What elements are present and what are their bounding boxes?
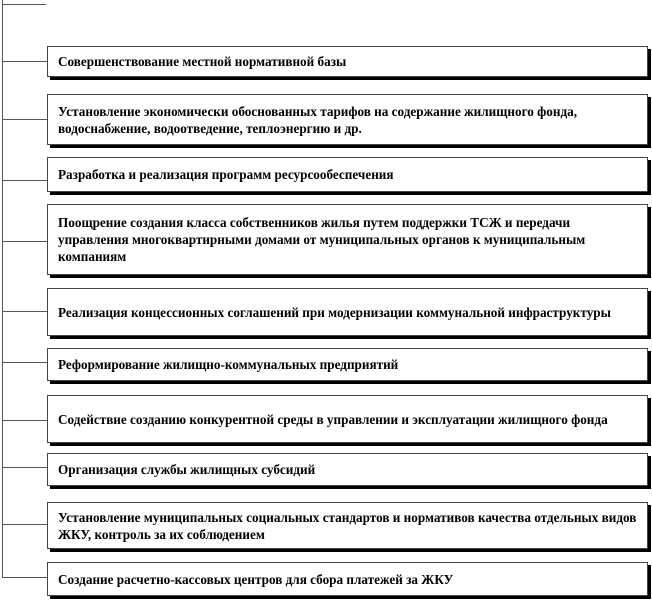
measure-text-10: Создание расчетно-кассовых центров для сбора платежей за ЖКУ [58, 571, 454, 587]
measure-box-8 [47, 453, 648, 486]
measure-text-4: Поощрение создания класса собственников жилья путем поддержки ТСЖ и передачи управления многоквартирными домами от муниципальных органов к муниципальным компаниям [58, 215, 586, 264]
measure-box-6 [47, 348, 648, 381]
measure-box-7 [47, 395, 648, 443]
measure-text-6: Реформирование жилищно-коммунальных предприятий [58, 357, 399, 372]
measure-text-3: Разработка и реализация программ ресурсообеспечения [58, 167, 394, 182]
measure-text-1: Совершенствование местной нормативной базы [58, 54, 347, 69]
measure-text-8: Организация службы жилищных субсидий [58, 462, 316, 477]
measure-text-9: Установление муниципальных социальных стандартов и нормативов качества отдельных видов ЖКУ, контроль за их соблюдением [58, 509, 637, 542]
measure-box-10 [47, 562, 648, 596]
measure-text-5: Реализация концессионных соглашений при модернизации коммунальной инфраструктуры [58, 304, 611, 320]
measure-box-1 [47, 46, 648, 77]
measure-text-7: Содействие созданию конкурентной среды в управлении и эксплуатации жилищного фонда [58, 411, 608, 427]
measure-text-2: Установление экономически обоснованных тарифов на содержание жилищного фонда, водоснабжение, водоотведение, теплоэнергию и др. [58, 103, 578, 136]
measure-box-9 [47, 502, 648, 549]
measure-box-2 [47, 94, 648, 145]
measure-box-5 [47, 288, 648, 336]
measure-box-3 [47, 157, 648, 192]
measure-box-4 [47, 204, 648, 275]
